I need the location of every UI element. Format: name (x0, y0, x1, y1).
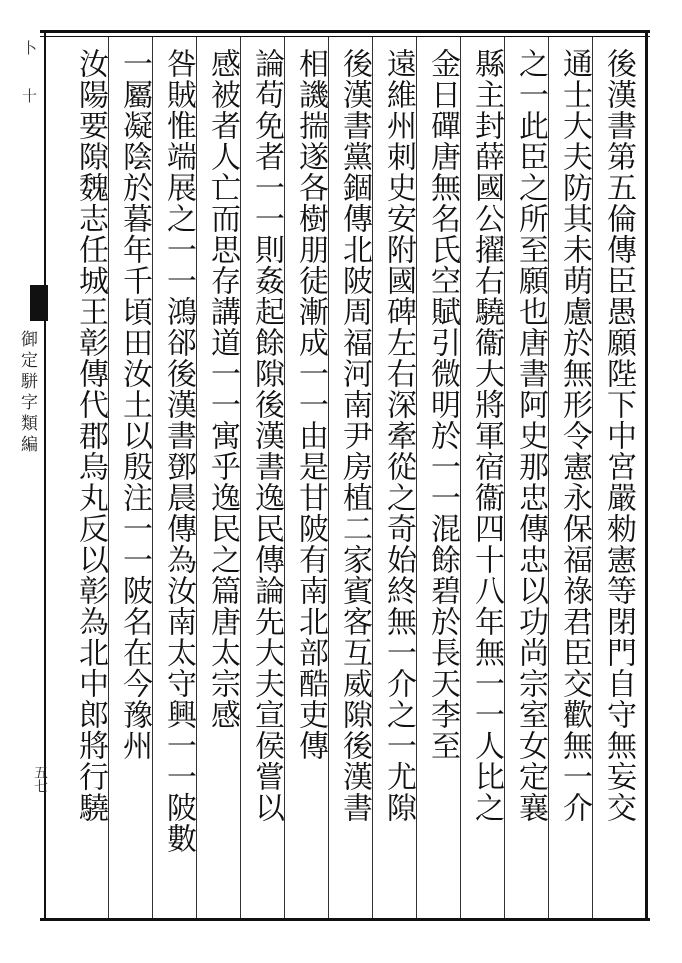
page-number: 五七 (32, 765, 48, 793)
right-border-rule (645, 30, 648, 921)
text-column: 金日磾唐無名氏空賦引微明於一一混餘碧於長天李至 (425, 48, 460, 761)
text-column: 後漢書第五倫傳臣愚願陛下中宮嚴勑憲等閉門自守無妄交 (601, 48, 636, 823)
text-column: 後漢書黨錮傳北陂周福河南尹房植二家賓客互威隙後漢書 (337, 48, 372, 823)
bottom-border-rule (40, 918, 650, 921)
text-column: 汝陽要隙魏志任城王彰傳代郡烏丸反以彰為北中郎將行驍 (73, 48, 108, 823)
fold-margin-mark: 卜 十 (20, 40, 38, 117)
fishtail-block-icon (30, 285, 48, 321)
top-border-rule (40, 30, 650, 33)
text-column: 相譏揣遂各樹朋徒漸成一一由是甘陂有南北部酷吏傳 (293, 48, 328, 761)
text-column: 遠維州刺史安附國碑左右深牽從之奇始終無一介之一尤隙 (381, 48, 416, 823)
text-column: 論苟免者一一則姦起餘隙後漢書逸民傳論先大夫宣侯嘗以 (249, 48, 284, 823)
text-column: 一屬凝陰於暮年千頃田汝土以殷注一一陂名在今豫州 (117, 48, 152, 761)
top-border-rule-thin (40, 36, 650, 37)
text-column: 之一此臣之所至願也唐書阿史那忠傳忠以功尚宗室女定襄 (513, 48, 548, 823)
text-column: 縣主封薛國公擢右驍衞大將軍宿衞四十八年無一一人比之 (469, 48, 504, 823)
text-column: 感被者人亡而思存講道一一寓乎逸民之篇唐太宗感 (205, 48, 240, 730)
book-title: 御定駢字類編 (17, 330, 37, 456)
text-column: 通士大夫防其未萌慮於無形令憲永保福祿君臣交歡無一介 (557, 48, 592, 823)
text-column: 咎賊惟端展之一一鴻郤後漢書鄧晨傳為汝南太守興一一陂數 (161, 48, 196, 854)
